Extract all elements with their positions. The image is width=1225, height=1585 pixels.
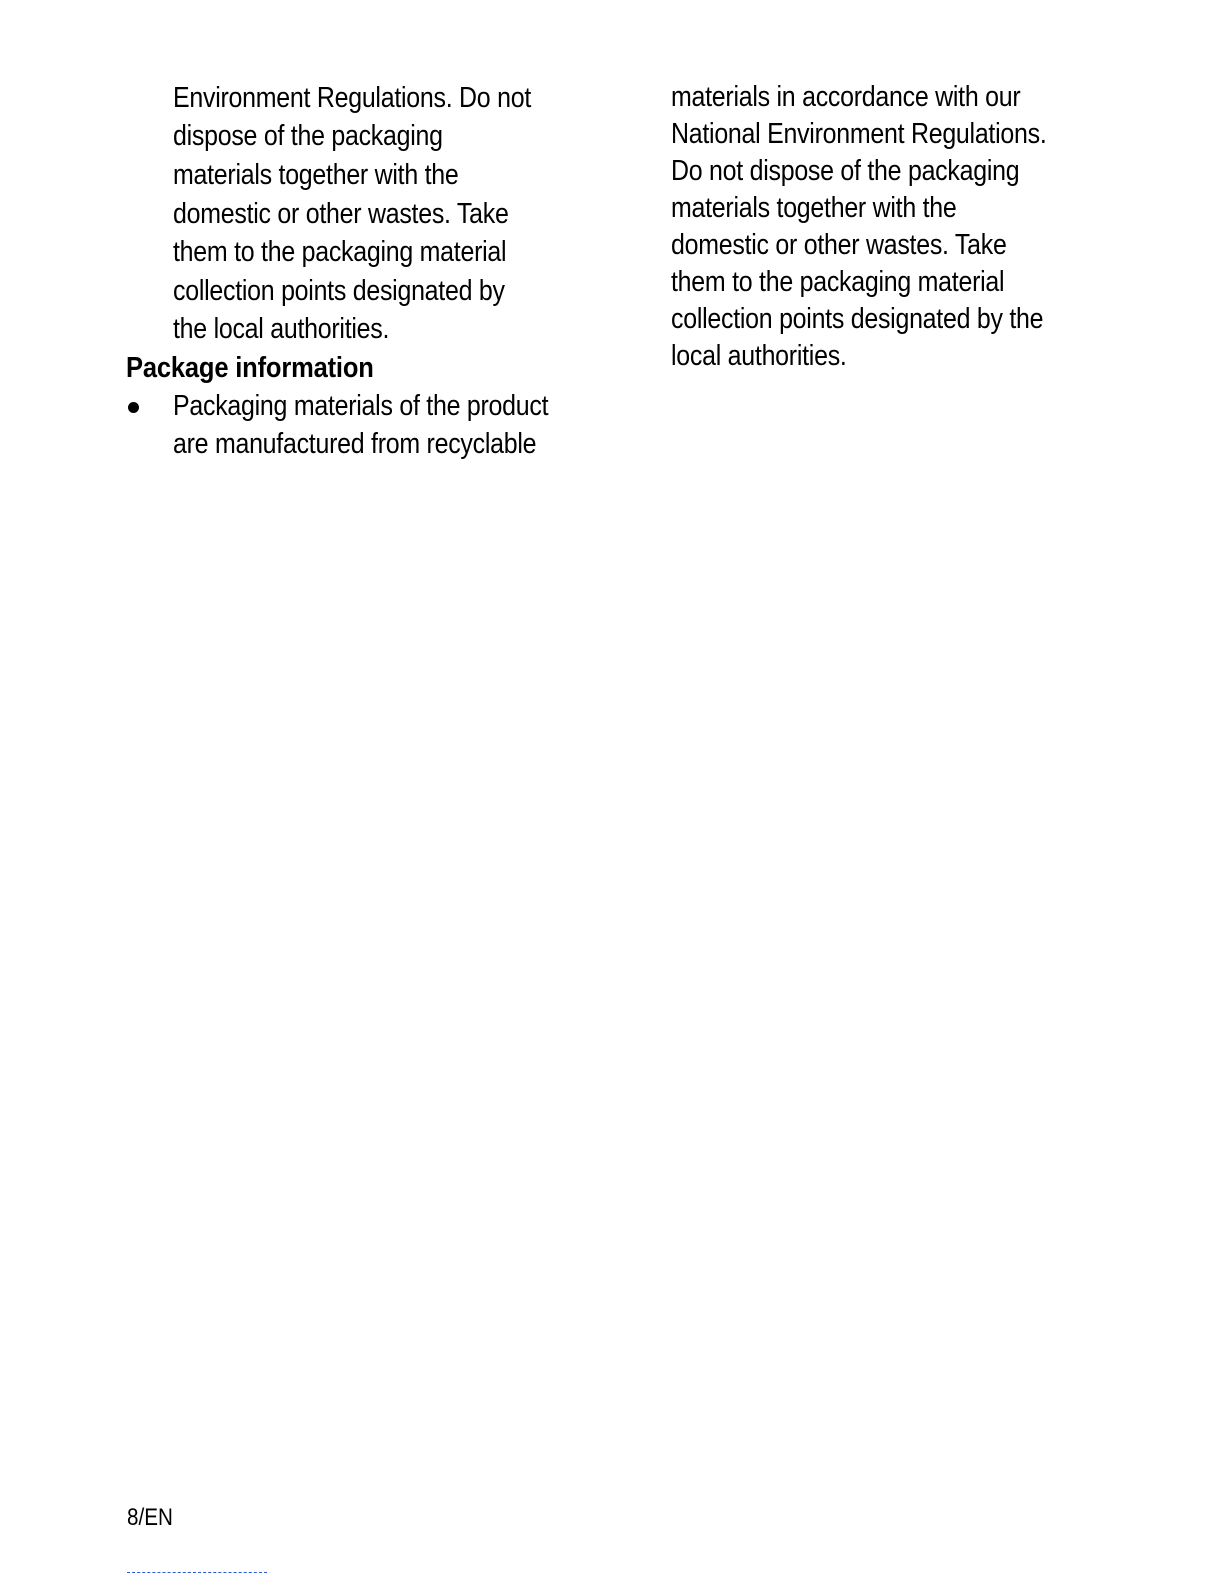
bullet-item-line: Packaging materials of the product [173, 390, 549, 422]
footer-rule [127, 1572, 267, 1573]
right-paragraph-line: collection points designated by the [671, 303, 1044, 335]
left-paragraph-line: materials together with the [173, 159, 459, 191]
right-paragraph-line: them to the packaging material [671, 266, 1005, 298]
bullet-icon [128, 402, 139, 413]
bullet-item-line: are manufactured from recyclable [173, 428, 537, 460]
section-heading: Package information [126, 352, 374, 384]
right-paragraph-line: National Environment Regulations. [671, 118, 1047, 150]
left-paragraph-line: them to the packaging material [173, 236, 507, 268]
right-paragraph-line: materials together with the [671, 192, 957, 224]
left-paragraph-line: domestic or other wastes. Take [173, 198, 509, 230]
right-paragraph-line: Do not dispose of the packaging [671, 155, 1020, 187]
right-paragraph-line: local authorities. [671, 340, 847, 372]
left-paragraph-line: the local authorities. [173, 313, 390, 345]
left-paragraph-line: collection points designated by [173, 275, 505, 307]
page-number: 8/EN [127, 1504, 173, 1531]
left-paragraph-line: Environment Regulations. Do not [173, 82, 532, 114]
left-paragraph-line: dispose of the packaging [173, 120, 443, 152]
right-paragraph-line: materials in accordance with our [671, 81, 1021, 113]
right-paragraph-line: domestic or other wastes. Take [671, 229, 1007, 261]
